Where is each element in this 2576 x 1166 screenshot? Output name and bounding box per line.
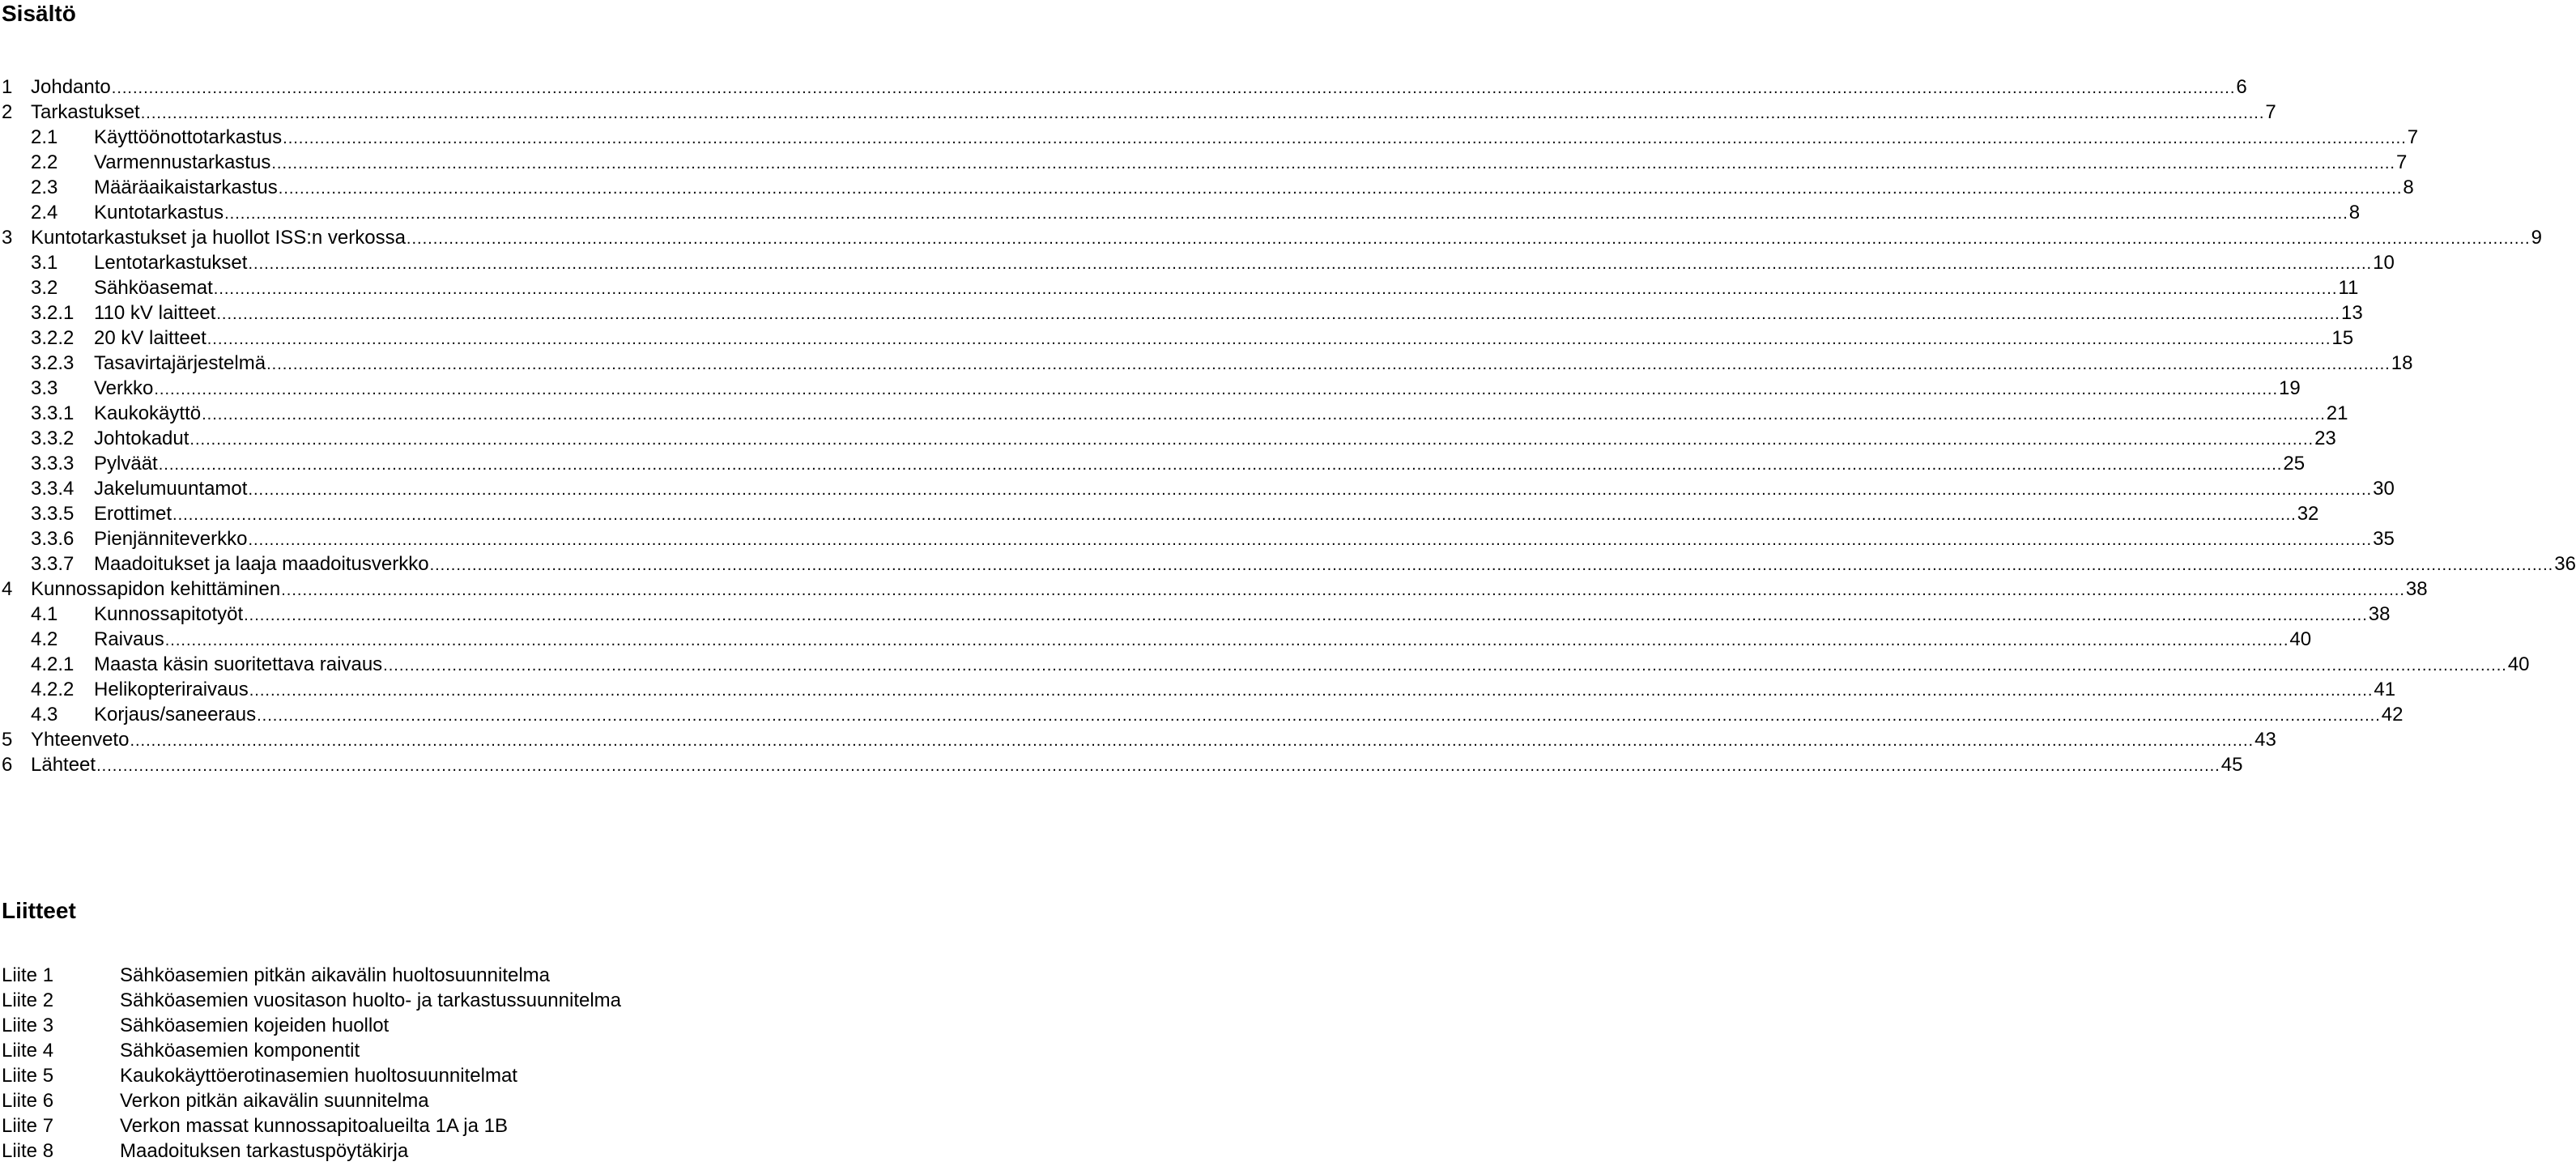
attachment-description: Sähköasemien pitkän aikavälin huoltosuunnitelma — [120, 964, 550, 986]
toc-entry-title: Kunnossapidon kehittäminen — [31, 578, 281, 600]
toc-entry[interactable] — [0, 526, 2395, 551]
dot-leader: ................................................................................................................................................................................................................................................................................................................................................................................................................ — [244, 606, 2368, 624]
dot-leader: ................................................................................................................................................................................................................................................................................................................................................................................................................ — [164, 632, 2289, 649]
toc-entry-title: Käyttöönottotarkastus — [94, 126, 283, 148]
attachment-item — [0, 1013, 777, 1038]
table-of-contents — [0, 74, 2576, 777]
toc-entry[interactable] — [0, 401, 2348, 426]
toc-entry-page: 7 — [2407, 126, 2419, 148]
attachment-id: Liite 5 — [2, 1065, 54, 1087]
dot-leader: ................................................................................................................................................................................................................................................................................................................................................................................................................ — [202, 406, 2326, 423]
toc-entry-title: Lähteet — [31, 754, 96, 776]
toc-entry-page: 10 — [2373, 252, 2395, 274]
toc-entry-page: 11 — [2338, 277, 2359, 299]
attachment-item — [0, 963, 777, 988]
toc-entry-number: 4 — [2, 578, 13, 600]
toc-entry-page: 13 — [2340, 302, 2363, 324]
toc-entry-page: 36 — [2554, 553, 2576, 575]
toc-entry[interactable] — [0, 376, 2301, 401]
toc-entry-number: 3.2.1 — [31, 302, 75, 324]
dot-leader: ................................................................................................................................................................................................................................................................................................................................................................................................................ — [278, 180, 2403, 198]
toc-entry-title: Määräaikaistarkastus — [94, 177, 278, 198]
toc-entry[interactable] — [0, 150, 2408, 175]
toc-entry-title: Maadoitukset ja laaja maadoitusverkko — [94, 553, 429, 575]
toc-entry-page: 43 — [2255, 729, 2276, 751]
attachments-list — [0, 963, 777, 1164]
toc-entry-number: 5 — [2, 729, 13, 751]
dot-leader: ................................................................................................................................................................................................................................................................................................................................................................................................................ — [406, 230, 2531, 248]
toc-entry-title: Helikopteriraivaus — [94, 679, 249, 700]
attachment-item — [0, 1113, 777, 1138]
toc-entry-page: 7 — [2395, 151, 2408, 173]
toc-entry-title: Korjaus/saneeraus — [94, 704, 257, 726]
toc-entry[interactable] — [0, 602, 2391, 627]
toc-entry-title: Erottimet — [94, 503, 172, 525]
dot-leader: ................................................................................................................................................................................................................................................................................................................................................................................................................ — [248, 481, 2373, 499]
toc-entry-page: 45 — [2220, 754, 2243, 776]
attachment-description: Maadoituksen tarkastuspöytäkirja — [120, 1140, 409, 1162]
toc-entry-number: 3.2.2 — [31, 327, 75, 349]
toc-entry[interactable] — [0, 501, 2319, 526]
toc-entry[interactable] — [0, 300, 2363, 326]
toc-entry-page: 6 — [2236, 76, 2247, 98]
toc-entry-title: Tasavirtajärjestelmä — [94, 352, 266, 374]
toc-entry[interactable] — [0, 250, 2395, 275]
toc-entry[interactable] — [0, 451, 2306, 476]
toc-entry[interactable] — [0, 752, 2243, 777]
toc-entry[interactable] — [0, 275, 2359, 300]
toc-entry[interactable] — [0, 74, 2247, 100]
toc-entry-number: 3.3.4 — [31, 478, 75, 500]
toc-entry-page: 40 — [2289, 628, 2312, 650]
dot-leader: ................................................................................................................................................................................................................................................................................................................................................................................................................ — [249, 682, 2374, 700]
toc-entry-number: 3 — [2, 227, 13, 249]
toc-entry-number: 3.3.3 — [31, 453, 75, 474]
toc-entry-title: Tarkastukset — [31, 101, 140, 123]
toc-entry-title: Varmennustarkastus — [94, 151, 271, 173]
toc-heading: Sisältö — [2, 1, 76, 26]
attachment-item — [0, 988, 777, 1013]
toc-entry-page: 38 — [2405, 578, 2428, 600]
toc-entry-title: Kuntotarkastus — [94, 202, 224, 223]
toc-entry-title: Pienjänniteverkko — [94, 528, 248, 550]
toc-entry-title: Kunnossapitotyöt — [94, 603, 244, 625]
toc-entry-number: 3.3.7 — [31, 553, 75, 575]
toc-entry-number: 2.4 — [31, 202, 58, 223]
dot-leader: ................................................................................................................................................................................................................................................................................................................................................................................................................ — [213, 280, 2338, 298]
toc-entry-page: 30 — [2373, 478, 2395, 500]
toc-entry-title: Kuntotarkastukset ja huollot ISS:n verkossa — [31, 227, 406, 249]
toc-entry[interactable] — [0, 100, 2276, 125]
toc-entry-page: 7 — [2265, 101, 2276, 123]
toc-entry-title: 20 kV laitteet — [94, 327, 207, 349]
attachment-item — [0, 1138, 777, 1164]
dot-leader: ................................................................................................................................................................................................................................................................................................................................................................................................................ — [429, 556, 2554, 574]
toc-entry[interactable] — [0, 326, 2354, 351]
toc-entry-page: 25 — [2283, 453, 2306, 474]
toc-entry-number: 2.3 — [31, 177, 58, 198]
toc-entry-page: 8 — [2348, 202, 2361, 223]
dot-leader: ................................................................................................................................................................................................................................................................................................................................................................................................................ — [271, 155, 2395, 172]
dot-leader: ................................................................................................................................................................................................................................................................................................................................................................................................................ — [281, 581, 2405, 599]
dot-leader: ................................................................................................................................................................................................................................................................................................................................................................................................................ — [158, 456, 2283, 474]
dot-leader: ................................................................................................................................................................................................................................................................................................................................................................................................................ — [96, 757, 2220, 775]
toc-entry-title: Raivaus — [94, 628, 164, 650]
toc-entry[interactable] — [0, 702, 2404, 727]
toc-entry[interactable] — [0, 175, 2414, 200]
toc-entry-title: Kaukokäyttö — [94, 402, 202, 424]
toc-entry-page: 42 — [2381, 704, 2404, 726]
toc-entry-number: 2.1 — [31, 126, 58, 148]
toc-entry[interactable] — [0, 225, 2542, 250]
attachment-id: Liite 7 — [2, 1115, 54, 1137]
toc-entry[interactable] — [0, 476, 2395, 501]
toc-entry-page: 19 — [2279, 377, 2301, 399]
toc-entry-number: 4.2.1 — [31, 653, 75, 675]
toc-entry-page: 8 — [2403, 177, 2414, 198]
attachment-item — [0, 1088, 777, 1113]
toc-entry-title: Verkko — [94, 377, 154, 399]
attachment-id: Liite 6 — [2, 1090, 54, 1112]
toc-entry-page: 21 — [2326, 402, 2348, 424]
attachment-id: Liite 2 — [2, 989, 54, 1011]
dot-leader: ................................................................................................................................................................................................................................................................................................................................................................................................................ — [207, 330, 2331, 348]
toc-entry-page: 18 — [2391, 352, 2413, 374]
toc-entry[interactable] — [0, 426, 2336, 451]
toc-entry[interactable] — [0, 652, 2530, 677]
toc-entry-page: 23 — [2314, 428, 2336, 449]
dot-leader: ................................................................................................................................................................................................................................................................................................................................................................................................................ — [257, 707, 2381, 725]
dot-leader: ................................................................................................................................................................................................................................................................................................................................................................................................................ — [224, 205, 2348, 223]
toc-entry-number: 2 — [2, 101, 13, 123]
attachment-id: Liite 8 — [2, 1140, 54, 1162]
toc-entry-title: Johtokadut — [94, 428, 189, 449]
toc-entry-page: 35 — [2373, 528, 2395, 550]
attachment-id: Liite 3 — [2, 1015, 54, 1036]
dot-leader: ................................................................................................................................................................................................................................................................................................................................................................................................................ — [189, 431, 2314, 449]
toc-entry-title: Sähköasemat — [94, 277, 213, 299]
toc-entry-page: 38 — [2368, 603, 2391, 625]
attachment-id: Liite 1 — [2, 964, 54, 986]
dot-leader: ................................................................................................................................................................................................................................................................................................................................................................................................................ — [111, 79, 2236, 97]
dot-leader: ................................................................................................................................................................................................................................................................................................................................................................................................................ — [140, 104, 2265, 122]
attachment-description: Verkon massat kunnossapitoalueilta 1A ja 1B — [120, 1115, 508, 1137]
attachment-id: Liite 4 — [2, 1040, 54, 1062]
toc-entry-title: Jakelumuuntamot — [94, 478, 248, 500]
dot-leader: ................................................................................................................................................................................................................................................................................................................................................................................................................ — [283, 130, 2407, 147]
toc-entry-number: 3.3.2 — [31, 428, 75, 449]
dot-leader: ................................................................................................................................................................................................................................................................................................................................................................................................................ — [248, 531, 2373, 549]
attachments-heading: Liitteet — [2, 898, 76, 923]
toc-entry-title: Pylväät — [94, 453, 158, 474]
toc-entry-title: 110 kV laitteet — [94, 302, 216, 324]
toc-entry-number: 3.2.3 — [31, 352, 75, 374]
toc-entry-number: 3.3.5 — [31, 503, 75, 525]
dot-leader: ................................................................................................................................................................................................................................................................................................................................................................................................................ — [216, 305, 2340, 323]
toc-entry-page: 41 — [2374, 679, 2396, 700]
toc-entry[interactable] — [0, 125, 2419, 150]
attachment-item — [0, 1038, 777, 1063]
dot-leader: ................................................................................................................................................................................................................................................................................................................................................................................................................ — [130, 732, 2255, 750]
toc-entry-number: 1 — [2, 76, 13, 98]
dot-leader: ................................................................................................................................................................................................................................................................................................................................................................................................................ — [172, 506, 2297, 524]
toc-entry-number: 3.2 — [31, 277, 58, 299]
toc-entry[interactable] — [0, 351, 2413, 376]
dot-leader: ................................................................................................................................................................................................................................................................................................................................................................................................................ — [154, 381, 2279, 398]
toc-entry[interactable] — [0, 627, 2312, 652]
toc-entry-page: 9 — [2531, 227, 2542, 249]
toc-entry-number: 6 — [2, 754, 13, 776]
toc-entry-title: Maasta käsin suoritettava raivaus — [94, 653, 383, 675]
attachment-item — [0, 1063, 777, 1088]
attachment-description: Sähköasemien vuositason huolto- ja tarkastussuunnitelma — [120, 989, 622, 1011]
dot-leader: ................................................................................................................................................................................................................................................................................................................................................................................................................ — [383, 657, 2507, 674]
toc-entry[interactable] — [0, 677, 2396, 702]
toc-entry-number: 2.2 — [31, 151, 58, 173]
toc-entry-title: Lentotarkastukset — [94, 252, 248, 274]
toc-entry-number: 4.2 — [31, 628, 58, 650]
toc-entry-number: 3.3.1 — [31, 402, 75, 424]
toc-entry-title: Yhteenveto — [31, 729, 130, 751]
dot-leader: ................................................................................................................................................................................................................................................................................................................................................................................................................ — [266, 355, 2391, 373]
toc-entry[interactable] — [0, 551, 2576, 577]
attachment-description: Kaukokäyttöerotinasemien huoltosuunnitelmat — [120, 1065, 517, 1087]
attachment-description: Sähköasemien kojeiden huollot — [120, 1015, 390, 1036]
toc-entry[interactable] — [0, 727, 2276, 752]
dot-leader: ................................................................................................................................................................................................................................................................................................................................................................................................................ — [248, 255, 2373, 273]
toc-entry-number: 4.3 — [31, 704, 58, 726]
toc-entry-page: 15 — [2331, 327, 2354, 349]
toc-entry-number: 4.2.2 — [31, 679, 75, 700]
toc-entry[interactable] — [0, 577, 2428, 602]
toc-entry-title: Johdanto — [31, 76, 111, 98]
toc-entry[interactable] — [0, 200, 2361, 225]
toc-entry-page: 40 — [2507, 653, 2530, 675]
attachment-description: Sähköasemien komponentit — [120, 1040, 360, 1062]
toc-entry-number: 3.3 — [31, 377, 58, 399]
toc-entry-number: 3.1 — [31, 252, 58, 274]
attachment-description: Verkon pitkän aikavälin suunnitelma — [120, 1090, 429, 1112]
toc-entry-number: 3.3.6 — [31, 528, 75, 550]
toc-entry-page: 32 — [2297, 503, 2319, 525]
toc-entry-number: 4.1 — [31, 603, 58, 625]
